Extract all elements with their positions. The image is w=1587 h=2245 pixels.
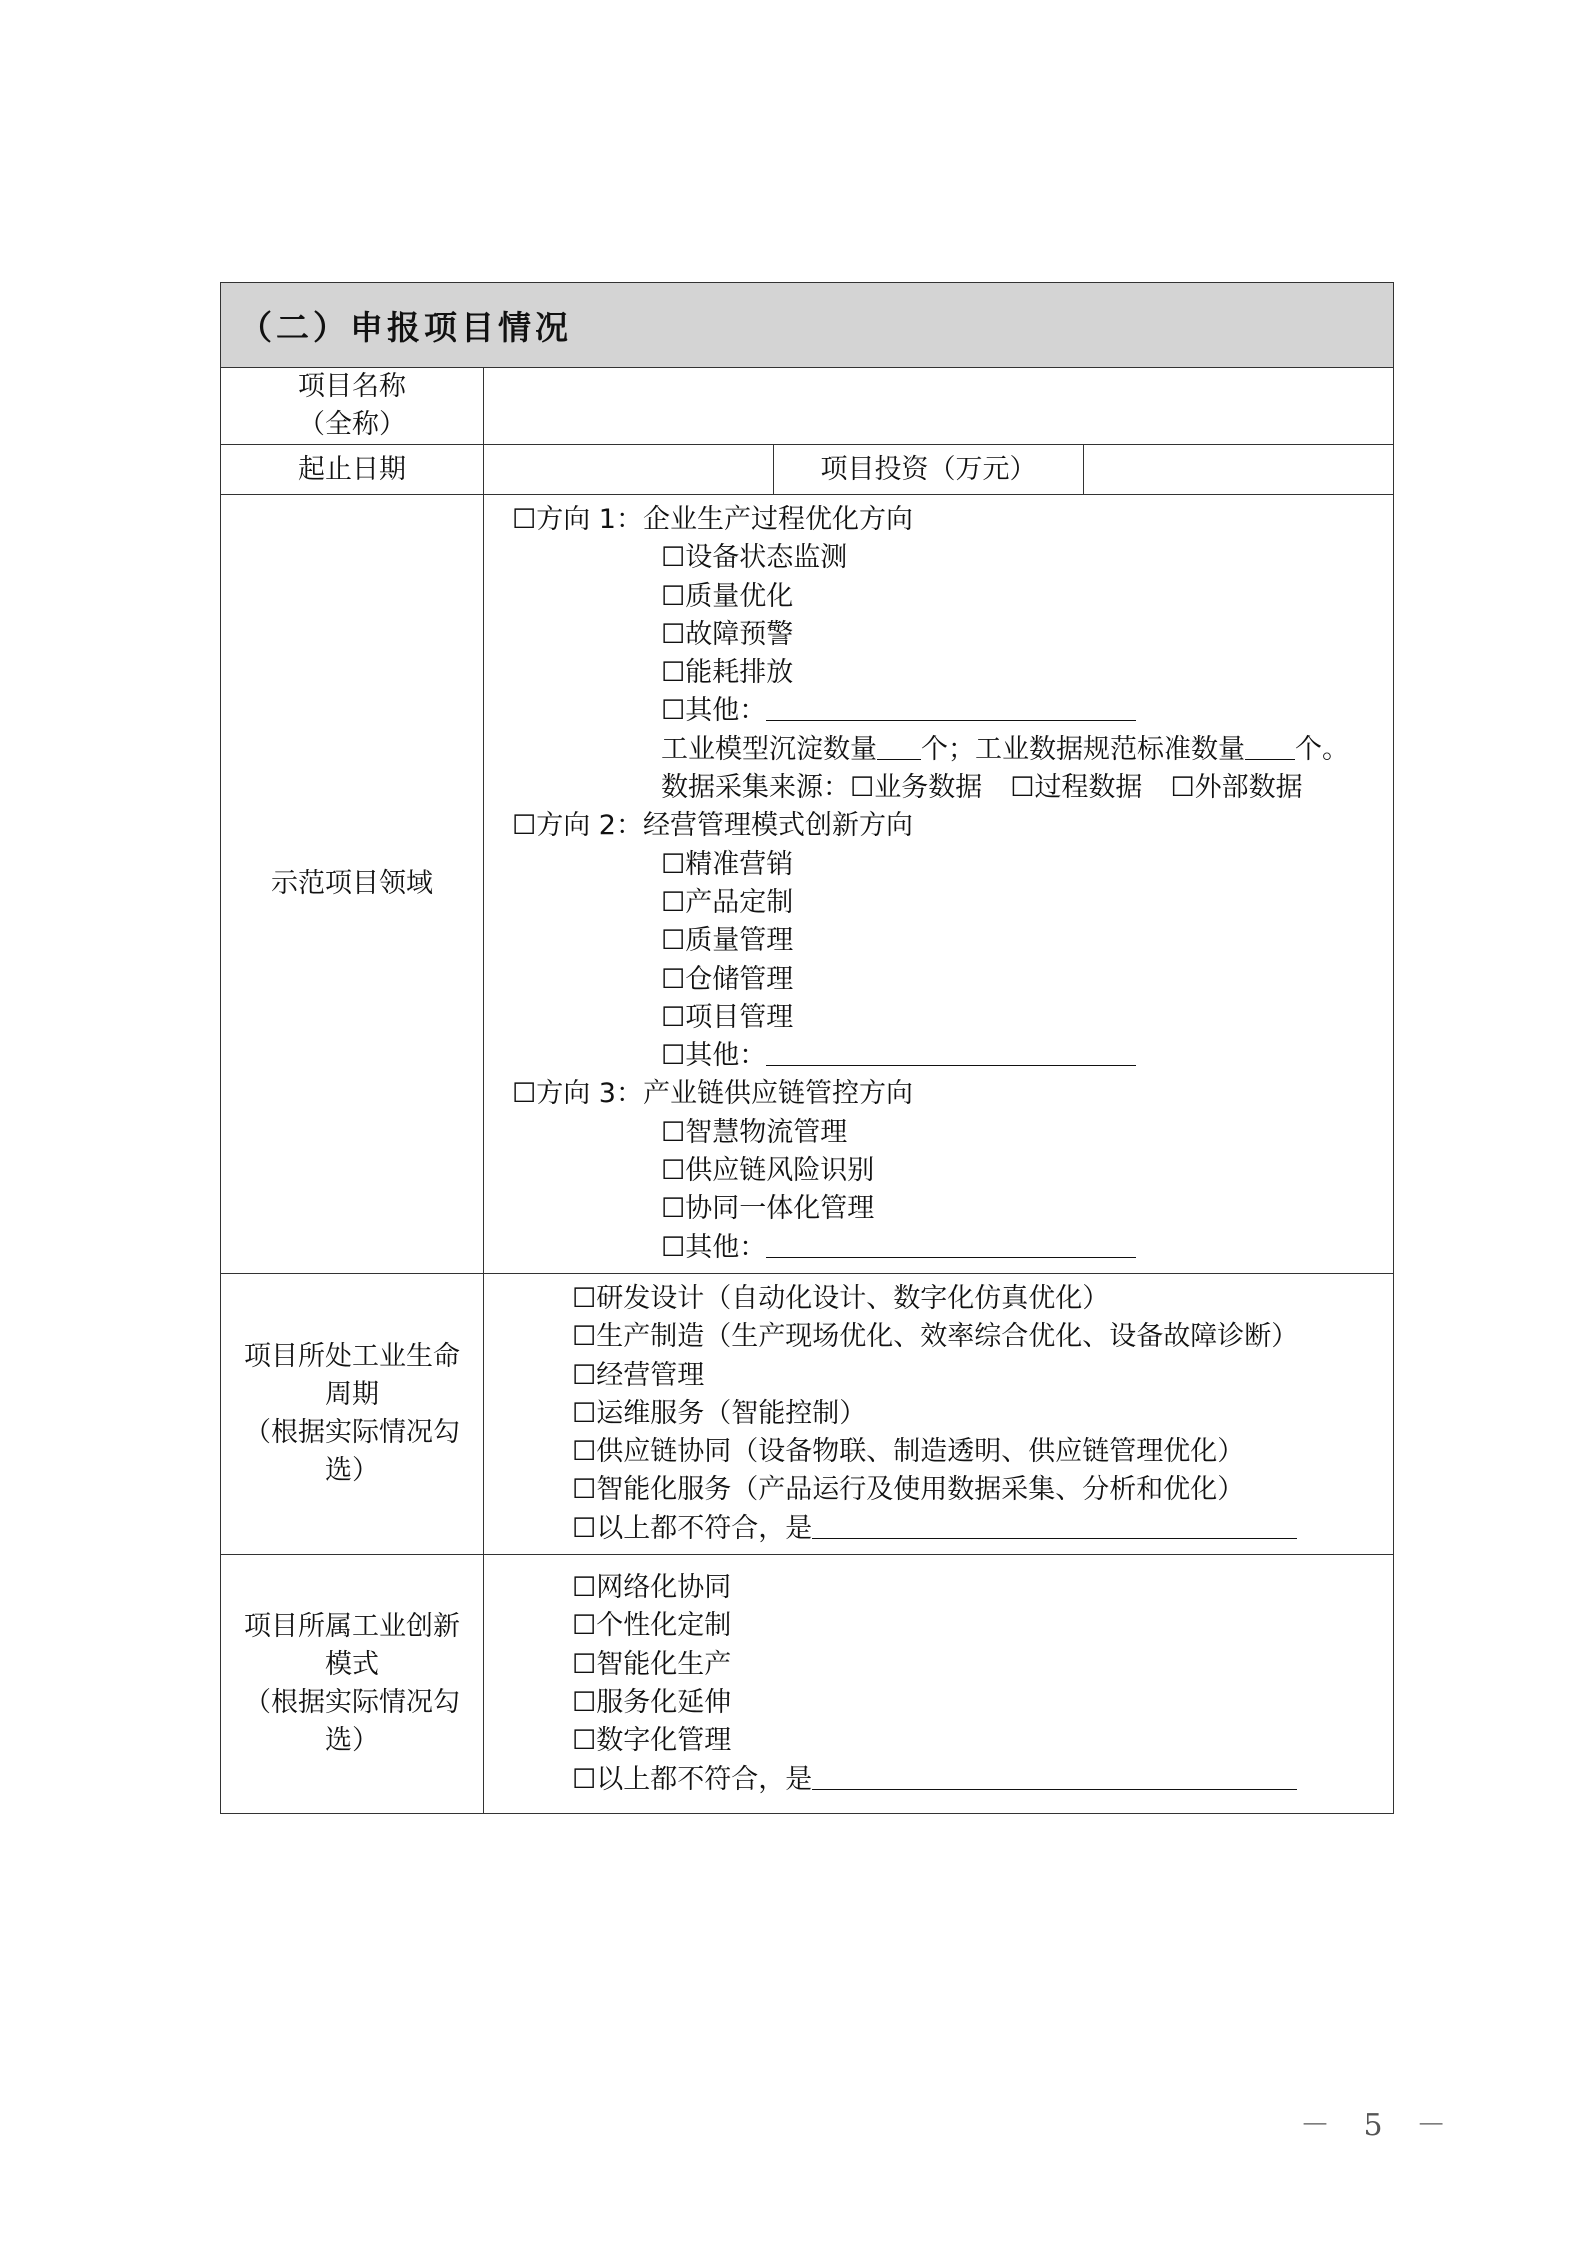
- innovation-item-label: 数字化管理: [596, 1725, 732, 1757]
- lifecycle-item[interactable]: [484, 1433, 1393, 1471]
- dir3-item[interactable]: [484, 1190, 1393, 1228]
- innovation-none-label: 以上都不符合，是: [596, 1763, 813, 1795]
- checkbox-icon[interactable]: ☐: [572, 1686, 597, 1718]
- data-source-label: 数据采集来源：: [661, 772, 850, 804]
- dir1-item[interactable]: [484, 539, 1393, 577]
- page-number: － 5 －: [1300, 2108, 1459, 2143]
- project-name-label-line2: （全称）: [298, 409, 406, 440]
- models-text-c: 个。: [1295, 733, 1349, 765]
- dir1-other-label: 其他：: [685, 695, 767, 727]
- dir1-item[interactable]: [484, 578, 1393, 616]
- lifecycle-item[interactable]: [484, 1395, 1393, 1433]
- source-option[interactable]: [1010, 772, 1142, 803]
- dir3-item[interactable]: [484, 1152, 1393, 1190]
- checkbox-icon[interactable]: ☐: [661, 695, 686, 727]
- standards-count-input[interactable]: [1245, 731, 1295, 760]
- checkbox-icon[interactable]: ☐: [572, 1321, 597, 1353]
- lifecycle-none-label: 以上都不符合，是: [596, 1512, 813, 1544]
- lifecycle-item-label: 智能化服务（产品运行及使用数据采集、分析和优化）: [596, 1474, 1245, 1506]
- dir2-item[interactable]: [484, 999, 1393, 1037]
- dir1-item[interactable]: [484, 616, 1393, 654]
- lifecycle-label-line: 选）: [325, 1454, 379, 1486]
- investment-field[interactable]: [1084, 445, 1394, 495]
- checkbox-icon[interactable]: ☐: [512, 504, 537, 535]
- checkbox-icon[interactable]: ☐: [661, 963, 686, 995]
- checkbox-icon[interactable]: ☐: [661, 1116, 686, 1148]
- project-name-label: [221, 368, 484, 445]
- dir2-item-label: 仓储管理: [685, 963, 794, 995]
- lifecycle-item[interactable]: [484, 1357, 1393, 1395]
- lifecycle-none[interactable]: [484, 1510, 1393, 1548]
- checkbox-icon[interactable]: ☐: [1010, 772, 1035, 804]
- checkbox-icon[interactable]: ☐: [572, 1397, 597, 1429]
- innovation-item[interactable]: [484, 1722, 1393, 1760]
- checkbox-icon[interactable]: ☐: [661, 1040, 686, 1072]
- lifecycle-item[interactable]: [484, 1471, 1393, 1509]
- source-option[interactable]: [850, 772, 982, 803]
- dir2-item-label: 质量管理: [685, 925, 794, 957]
- innovation-item-label: 智能化生产: [596, 1648, 732, 1680]
- checkbox-icon[interactable]: ☐: [661, 1155, 686, 1187]
- dir2-other[interactable]: [484, 1037, 1393, 1075]
- dir2-item-label: 项目管理: [685, 1001, 794, 1033]
- dir3-title: 方向 3：产业链供应链管控方向: [536, 1078, 913, 1110]
- dir2-other-label: 其他：: [685, 1040, 767, 1072]
- checkbox-icon[interactable]: ☐: [572, 1648, 597, 1680]
- innovation-none[interactable]: [484, 1761, 1393, 1799]
- data-source-line: [484, 769, 1393, 807]
- dir2-title: 方向 2：经营管理模式创新方向: [536, 810, 913, 842]
- checkbox-icon[interactable]: ☐: [661, 542, 686, 574]
- innovation-label-line: 选）: [325, 1724, 379, 1756]
- checkbox-icon[interactable]: ☐: [661, 886, 686, 918]
- lifecycle-item-label: 运维服务（智能控制）: [596, 1397, 867, 1429]
- start-end-date-field[interactable]: [484, 445, 774, 495]
- dir1-option[interactable]: [484, 501, 1393, 539]
- dir1-title: 方向 1：企业生产过程优化方向: [536, 504, 913, 535]
- innovation-item[interactable]: [484, 1684, 1393, 1722]
- innovation-label: [221, 1555, 484, 1814]
- dir2-item[interactable]: [484, 846, 1393, 884]
- innovation-label-line: 模式: [325, 1648, 379, 1680]
- dir2-item[interactable]: [484, 922, 1393, 960]
- checkbox-icon[interactable]: ☐: [572, 1282, 597, 1314]
- project-name-field[interactable]: [484, 368, 1394, 445]
- application-form-table: [220, 282, 1394, 1814]
- lifecycle-item[interactable]: [484, 1280, 1393, 1318]
- dir2-item[interactable]: [484, 961, 1393, 999]
- lifecycle-label-line: （根据实际情况勾: [244, 1416, 460, 1448]
- dir3-item-label: 供应链风险识别: [685, 1155, 875, 1187]
- innovation-item[interactable]: [484, 1607, 1393, 1645]
- dir3-item-label: 智慧物流管理: [685, 1116, 848, 1148]
- lifecycle-item-label: 生产制造（生产现场优化、效率综合优化、设备故障诊断）: [596, 1321, 1299, 1353]
- checkbox-icon[interactable]: ☐: [512, 810, 537, 842]
- dir3-other[interactable]: [484, 1229, 1393, 1267]
- checkbox-icon[interactable]: ☐: [850, 772, 875, 804]
- source-option-label: 外部数据: [1194, 772, 1303, 804]
- project-name-label-line1: 项目名称: [298, 371, 406, 402]
- source-option[interactable]: [1170, 772, 1302, 803]
- lifecycle-label: [221, 1273, 484, 1554]
- checkbox-icon[interactable]: ☐: [661, 580, 686, 612]
- models-text-a: 工业模型沉淀数量: [661, 733, 877, 765]
- dir2-item-label: 精准营销: [685, 848, 794, 880]
- innovation-item-label: 网络化协同: [596, 1572, 732, 1604]
- lifecycle-other-input[interactable]: [812, 1510, 1297, 1539]
- dir2-other-input[interactable]: [766, 1037, 1136, 1066]
- models-count-line: [484, 731, 1393, 769]
- dir1-item[interactable]: [484, 654, 1393, 692]
- models-count-input[interactable]: [877, 731, 921, 760]
- dir2-option[interactable]: [484, 807, 1393, 845]
- innovation-label-line: （根据实际情况勾: [244, 1686, 460, 1718]
- innovation-item-label: 个性化定制: [596, 1610, 732, 1642]
- lifecycle-item-label: 供应链协同（设备物联、制造透明、供应链管理优化）: [596, 1436, 1245, 1468]
- dir1-other-input[interactable]: [766, 692, 1136, 721]
- innovation-item[interactable]: [484, 1646, 1393, 1684]
- source-option-label: 业务数据: [874, 772, 983, 804]
- checkbox-icon[interactable]: ☐: [1170, 772, 1195, 804]
- lifecycle-item[interactable]: [484, 1318, 1393, 1356]
- dir1-item-label: 质量优化: [685, 580, 794, 612]
- lifecycle-options: [484, 1273, 1394, 1554]
- checkbox-icon[interactable]: ☐: [572, 1763, 597, 1795]
- domain-options: [484, 495, 1394, 1274]
- checkbox-icon[interactable]: ☐: [661, 1231, 686, 1263]
- checkbox-icon[interactable]: ☐: [661, 925, 686, 957]
- innovation-item-label: 服务化延伸: [596, 1686, 732, 1718]
- checkbox-icon[interactable]: ☐: [572, 1725, 597, 1757]
- checkbox-icon[interactable]: ☐: [661, 848, 686, 880]
- checkbox-icon[interactable]: ☐: [572, 1610, 597, 1642]
- checkbox-icon[interactable]: ☐: [572, 1474, 597, 1506]
- checkbox-icon[interactable]: ☐: [661, 618, 686, 650]
- investment-label: 项目投资（万元）: [774, 445, 1084, 495]
- dir1-other[interactable]: [484, 692, 1393, 730]
- domain-label: 示范项目领域: [221, 495, 484, 1274]
- dir1-item-label: 故障预警: [685, 618, 794, 650]
- innovation-label-line: 项目所属工业创新: [244, 1610, 460, 1642]
- section-title: （二）申报项目情况: [221, 283, 1394, 368]
- checkbox-icon[interactable]: ☐: [572, 1512, 597, 1544]
- start-end-date-label: 起止日期: [221, 445, 484, 495]
- dir3-item[interactable]: [484, 1114, 1393, 1152]
- dir3-item-label: 协同一体化管理: [685, 1193, 875, 1225]
- dir2-item[interactable]: [484, 884, 1393, 922]
- innovation-item[interactable]: [484, 1569, 1393, 1607]
- checkbox-icon[interactable]: ☐: [572, 1359, 597, 1391]
- innovation-options: [484, 1555, 1394, 1814]
- checkbox-icon[interactable]: ☐: [572, 1572, 597, 1604]
- checkbox-icon[interactable]: ☐: [661, 1001, 686, 1033]
- dir2-item-label: 产品定制: [685, 886, 794, 918]
- lifecycle-item-label: 研发设计（自动化设计、数字化仿真优化）: [596, 1282, 1110, 1314]
- lifecycle-label-line: 项目所处工业生命: [244, 1340, 460, 1372]
- dir3-other-input[interactable]: [766, 1229, 1136, 1258]
- lifecycle-item-label: 经营管理: [596, 1359, 705, 1391]
- checkbox-icon[interactable]: ☐: [661, 1193, 686, 1225]
- checkbox-icon[interactable]: ☐: [572, 1436, 597, 1468]
- dir1-item-label: 设备状态监测: [685, 542, 848, 574]
- lifecycle-label-line: 周期: [325, 1378, 379, 1410]
- innovation-other-input[interactable]: [812, 1761, 1297, 1790]
- source-option-label: 过程数据: [1034, 772, 1143, 804]
- dir3-option[interactable]: [484, 1075, 1393, 1113]
- checkbox-icon[interactable]: ☐: [661, 657, 686, 689]
- models-text-b: 个；工业数据规范标准数量: [921, 733, 1245, 765]
- dir3-other-label: 其他：: [685, 1231, 767, 1263]
- dir1-item-label: 能耗排放: [685, 657, 794, 689]
- checkbox-icon[interactable]: ☐: [512, 1078, 537, 1110]
